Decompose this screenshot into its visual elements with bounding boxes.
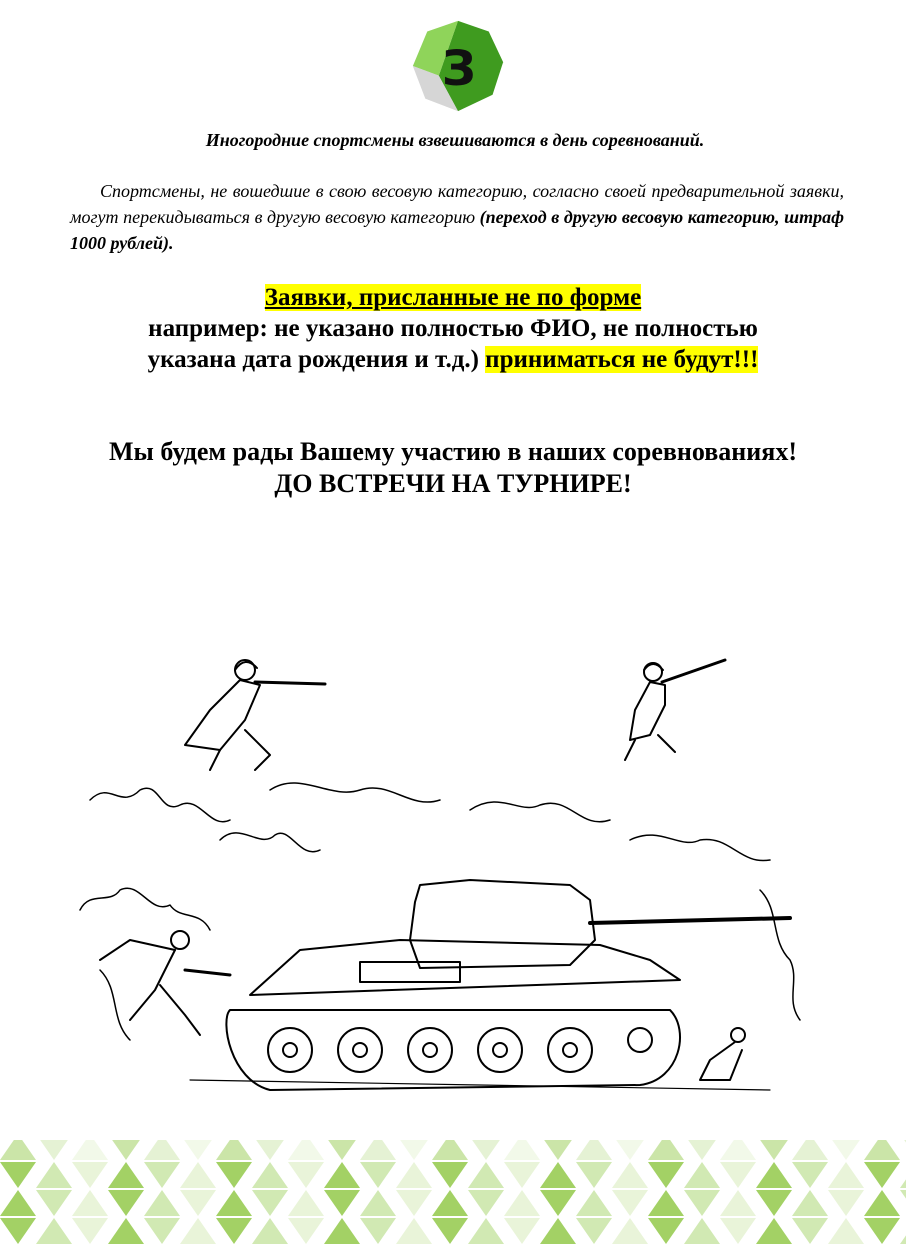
- footer-triangle: [828, 1218, 864, 1244]
- footer-triangle: [216, 1162, 252, 1188]
- footer-triangle: [648, 1190, 684, 1216]
- footer-triangle: [828, 1162, 864, 1188]
- footer-triangle: [900, 1140, 906, 1160]
- footer-triangle: [576, 1218, 612, 1244]
- footer-triangle: [432, 1190, 468, 1216]
- footer-triangle: [180, 1162, 216, 1188]
- category-note-close-paren: ).: [163, 233, 174, 253]
- footer-triangle: [180, 1190, 216, 1216]
- footer-triangle: [216, 1190, 252, 1216]
- footer-triangle: [180, 1140, 216, 1160]
- footer-triangle: [252, 1140, 288, 1160]
- footer-triangle: [792, 1162, 828, 1188]
- footer-triangle: [0, 1190, 36, 1216]
- footer-triangle: [36, 1162, 72, 1188]
- footer-triangle: [900, 1190, 906, 1216]
- footer-triangle: [612, 1218, 648, 1244]
- footer-triangle: [0, 1140, 36, 1160]
- footer-triangle: [36, 1190, 72, 1216]
- footer-triangle: [792, 1140, 828, 1160]
- footer-triangle: [108, 1190, 144, 1216]
- footer-triangle: [468, 1162, 504, 1188]
- footer-triangle: [216, 1140, 252, 1160]
- footer-triangle: [72, 1140, 108, 1160]
- soldier-left-figure: [185, 660, 325, 770]
- warning-line-3: указана дата рождения и т.д.): [147, 346, 479, 373]
- footer-triangle: [324, 1218, 360, 1244]
- category-note: [70, 178, 844, 256]
- footer-triangle: [792, 1190, 828, 1216]
- footer-triangle: [324, 1190, 360, 1216]
- footer-triangle: [288, 1162, 324, 1188]
- footer-triangle: [396, 1218, 432, 1244]
- footer-triangle: [864, 1140, 900, 1160]
- footer-triangle: [684, 1140, 720, 1160]
- footer-triangle: [540, 1162, 576, 1188]
- footer-triangle: [432, 1162, 468, 1188]
- footer-triangle: [540, 1218, 576, 1244]
- footer-triangle: [432, 1218, 468, 1244]
- footer-triangle: [108, 1218, 144, 1244]
- footer-triangle: [576, 1162, 612, 1188]
- footer-triangle: [504, 1190, 540, 1216]
- footer-triangle: [540, 1140, 576, 1160]
- footer-triangle: [72, 1190, 108, 1216]
- footer-triangle: [684, 1162, 720, 1188]
- footer-triangle: [0, 1218, 36, 1244]
- tank-figure: [226, 880, 790, 1090]
- warning-line-2: например: не указано полностью ФИО, не полностью: [148, 315, 758, 342]
- footer-triangle: [576, 1190, 612, 1216]
- footer-triangle: [36, 1140, 72, 1160]
- footer-triangle: [360, 1190, 396, 1216]
- footer-triangle: [612, 1162, 648, 1188]
- footer-triangle: [36, 1218, 72, 1244]
- footer-triangle: [180, 1218, 216, 1244]
- footer-triangle: [576, 1140, 612, 1160]
- footer-triangle: [144, 1162, 180, 1188]
- footer-triangle: [828, 1140, 864, 1160]
- footer-triangle: [504, 1140, 540, 1160]
- footer-triangle: [648, 1218, 684, 1244]
- footer-triangle: [900, 1218, 906, 1244]
- soldier-running-figure: [100, 931, 230, 1035]
- footer-triangle: [144, 1218, 180, 1244]
- footer-triangle: [396, 1162, 432, 1188]
- logo-letter: З: [441, 41, 477, 98]
- weigh-in-note: Иногородние спортсмены взвешиваются в день соревнований.: [205, 130, 705, 150]
- footer-triangle: [0, 1162, 36, 1188]
- footer-triangle: [396, 1190, 432, 1216]
- footer-triangle: [648, 1162, 684, 1188]
- footer-triangle: [108, 1162, 144, 1188]
- closing-line-2: ДО ВСТРЕЧИ НА ТУРНИРЕ!: [274, 469, 632, 498]
- footer-triangle: [756, 1140, 792, 1160]
- footer-triangle: [612, 1140, 648, 1160]
- footer-triangle: [468, 1218, 504, 1244]
- warning-highlight: приниматься не будут!!!: [485, 346, 759, 373]
- category-note-fine: переход в другую весовую категорию, штраф 1000 рублей: [70, 207, 844, 253]
- footer-triangle: [360, 1162, 396, 1188]
- applications-warning: [60, 282, 846, 375]
- footer-triangle: [396, 1140, 432, 1160]
- footer-triangle: [864, 1190, 900, 1216]
- footer-triangle: [72, 1162, 108, 1188]
- footer-triangle: [72, 1218, 108, 1244]
- footer-triangle: [504, 1218, 540, 1244]
- footer-triangle: [288, 1190, 324, 1216]
- soldier-right-figure: [625, 660, 725, 760]
- footer-triangle: [684, 1190, 720, 1216]
- footer-triangle: [144, 1140, 180, 1160]
- footer-triangle: [324, 1162, 360, 1188]
- footer-triangle: [468, 1140, 504, 1160]
- footer-triangle: [540, 1190, 576, 1216]
- footer-triangle: [720, 1190, 756, 1216]
- logo: [410, 18, 506, 114]
- footer-triangle: [108, 1140, 144, 1160]
- footer-triangle: [252, 1162, 288, 1188]
- footer-triangle: [792, 1218, 828, 1244]
- footer-triangle: [648, 1140, 684, 1160]
- footer-triangle: [288, 1140, 324, 1160]
- footer-triangle: [216, 1218, 252, 1244]
- footer-triangle: [252, 1190, 288, 1216]
- green-triangle-pattern: [0, 1140, 906, 1245]
- footer-triangle: [468, 1190, 504, 1216]
- footer-triangle: [360, 1140, 396, 1160]
- closing-line-1: Мы будем рады Вашему участию в наших соревнованиях!: [109, 437, 797, 466]
- footer-triangle: [684, 1218, 720, 1244]
- footer-triangle: [900, 1162, 906, 1188]
- footer-triangle: [864, 1218, 900, 1244]
- footer-triangle: [720, 1140, 756, 1160]
- footer-triangle: [828, 1190, 864, 1216]
- footer-triangle: [720, 1218, 756, 1244]
- footer-triangle: [504, 1162, 540, 1188]
- footer-triangle: [756, 1162, 792, 1188]
- footer-triangle: [144, 1190, 180, 1216]
- tank-battle-illustration: [70, 640, 810, 1110]
- closing-message: [60, 436, 846, 500]
- footer-triangle: [324, 1140, 360, 1160]
- footer-triangle: [432, 1140, 468, 1160]
- category-note-open-paren: (: [479, 207, 486, 227]
- footer-triangle: [252, 1218, 288, 1244]
- footer-triangle: [360, 1218, 396, 1244]
- footer-triangle: [288, 1218, 324, 1244]
- footer-triangle: [756, 1190, 792, 1216]
- warning-heading: Заявки, присланные не по форме: [264, 284, 642, 311]
- category-note-text: Спортсмены, не вошедшие в свою весовую категорию, согласно своей предварительной заявки, могут перекидываться в другую весовую категорию: [70, 181, 844, 227]
- footer-triangle: [864, 1162, 900, 1188]
- footer-triangle: [720, 1162, 756, 1188]
- soldier-crouching-figure: [700, 1028, 745, 1080]
- footer-triangle: [756, 1218, 792, 1244]
- footer-triangle: [612, 1190, 648, 1216]
